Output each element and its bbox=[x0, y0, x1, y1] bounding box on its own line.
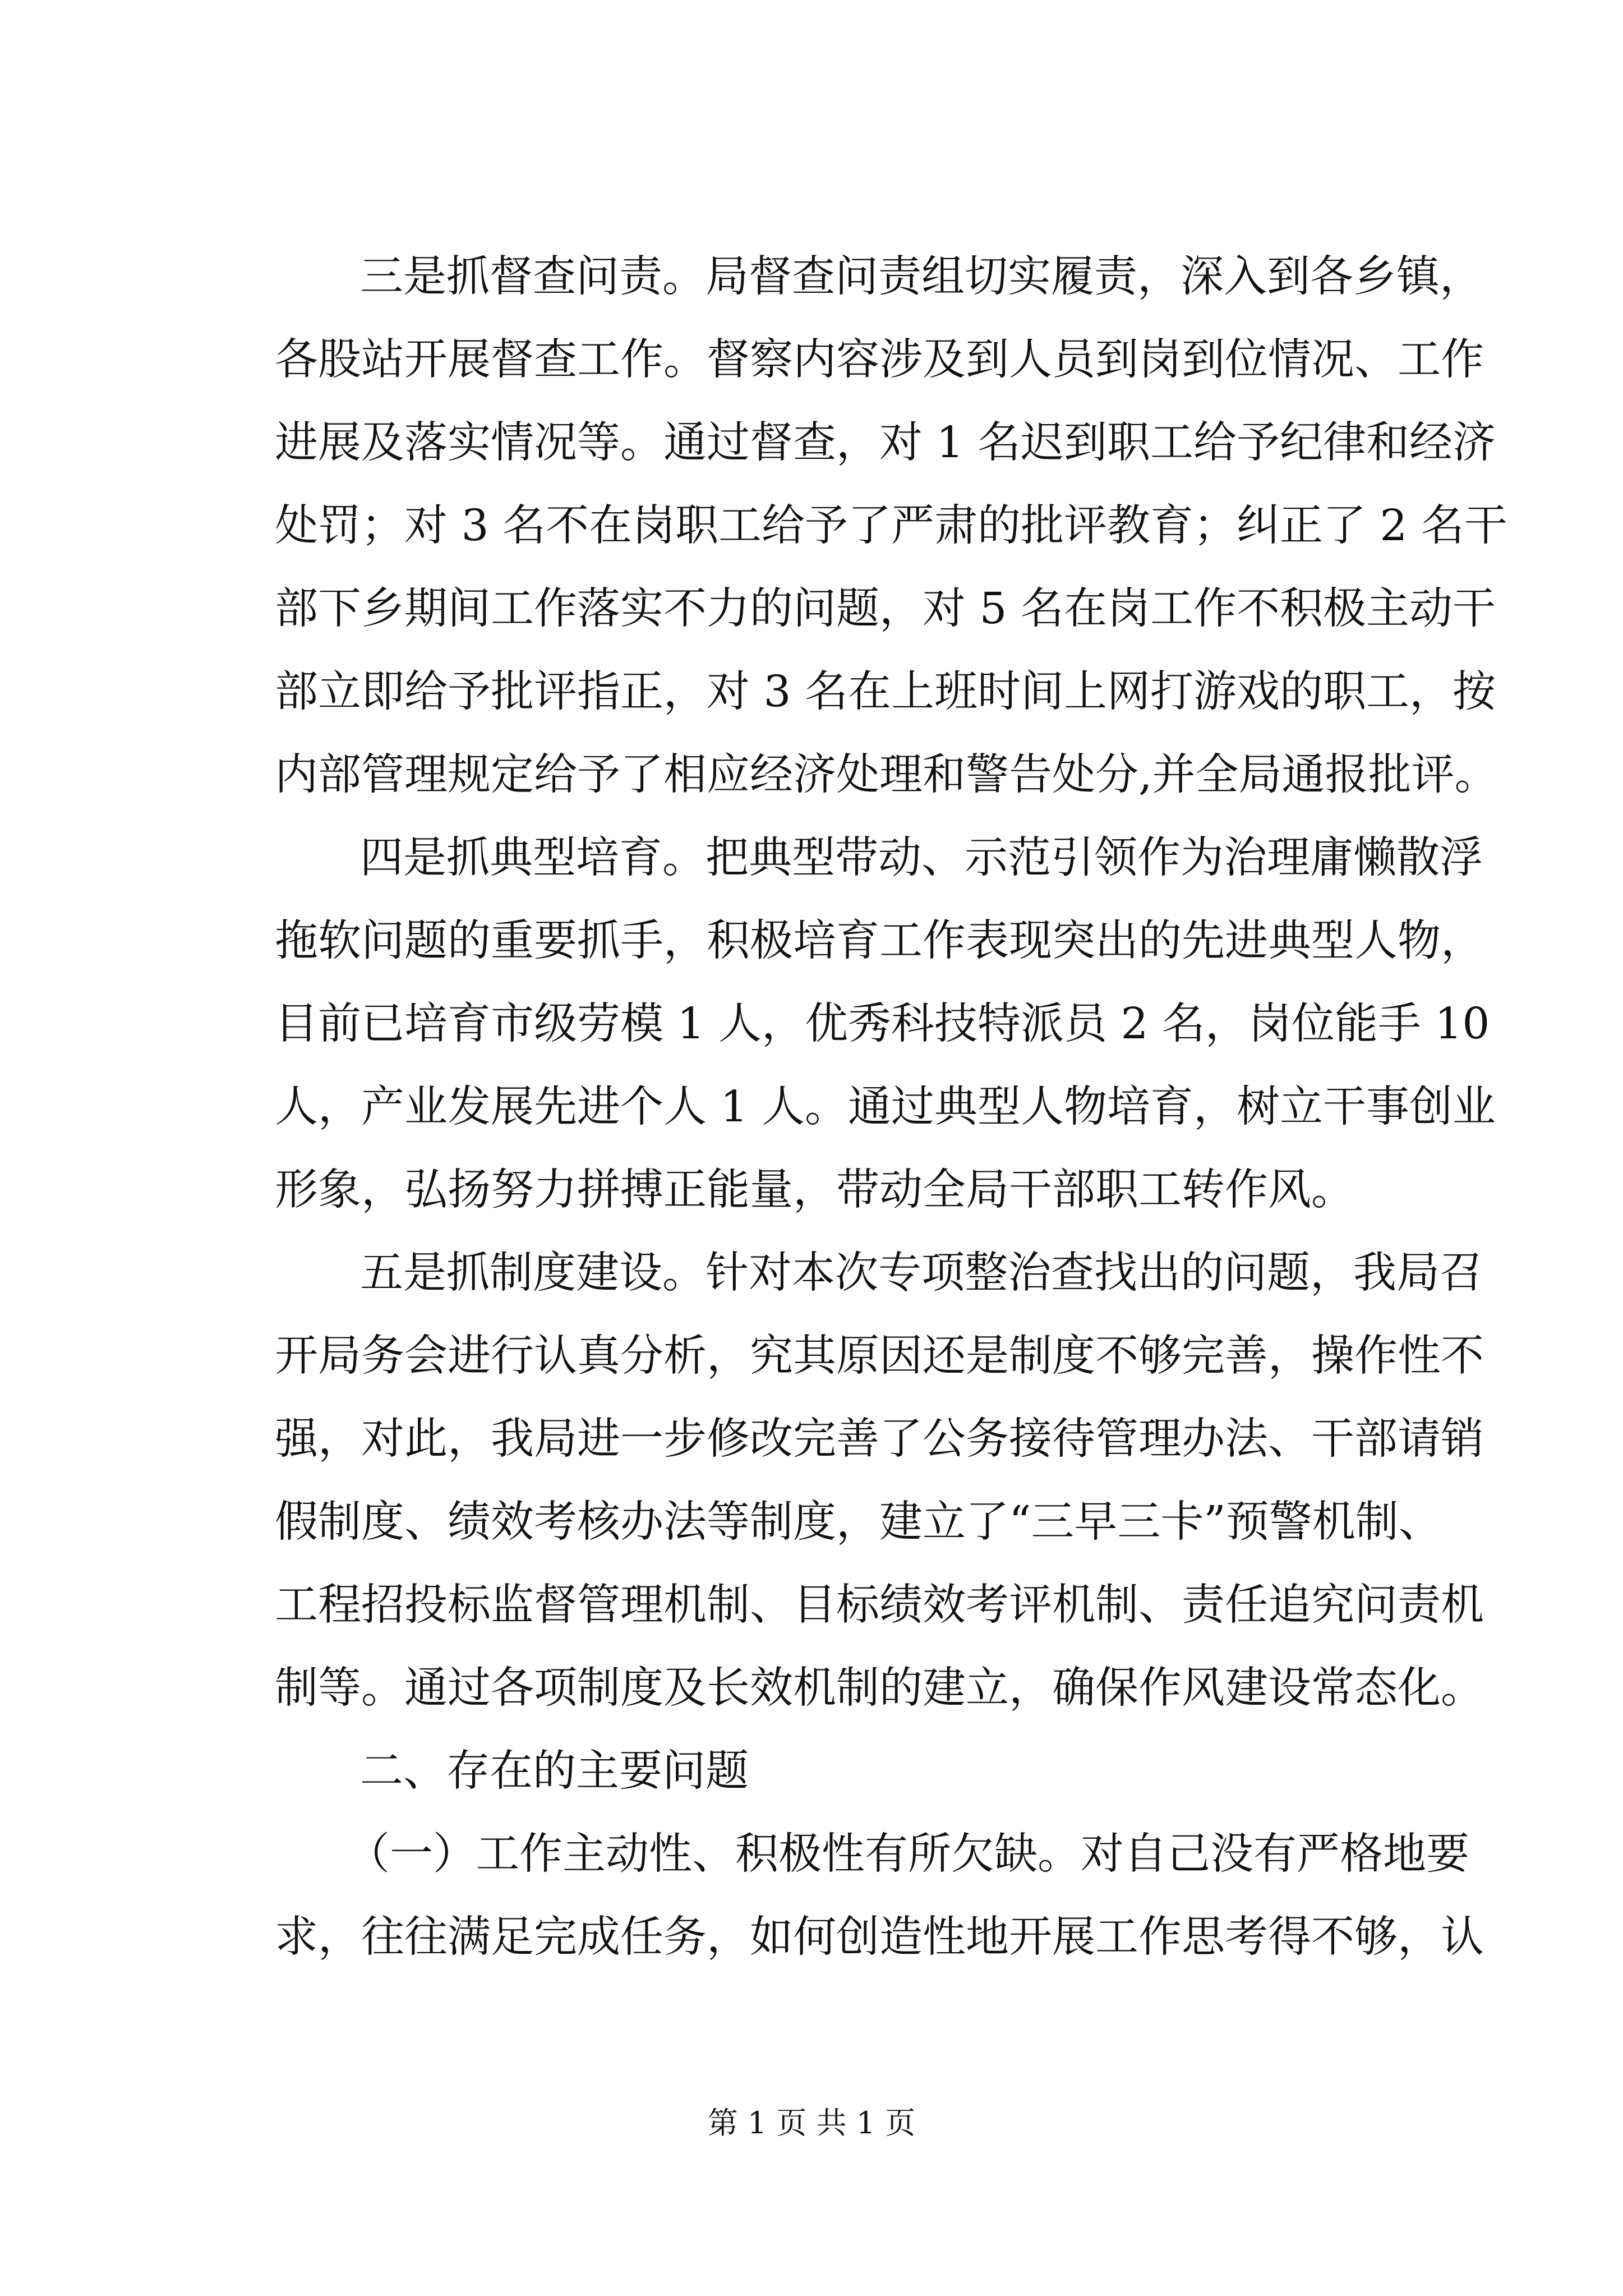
text-line: 部立即给予批评指正，对 3 名在上班时间上网打游戏的职工，按 bbox=[275, 667, 1496, 717]
text-line: 求，往往满足完成任务，如何创造性地开展工作思考得不够，认 bbox=[275, 1912, 1484, 1962]
text-line: 形象，弘扬努力拼搏正能量，带动全局干部职工转作风。 bbox=[275, 1165, 1354, 1215]
text-line: 拖软问题的重要抓手，积极培育工作表现突出的先进典型人物， bbox=[275, 916, 1484, 966]
text-line: 强，对此，我局进一步修改完善了公务接待管理办法、干部请销 bbox=[275, 1414, 1484, 1464]
text-line: 处罚；对 3 名不在岗职工给予了严肃的批评教育；纠正了 2 名干 bbox=[275, 501, 1507, 551]
text-line: （一）工作主动性、积极性有所欠缺。对自己没有严格地要 bbox=[347, 1829, 1469, 1879]
text-line: 五是抓制度建设。针对本次专项整治查找出的问题，我局召 bbox=[360, 1248, 1483, 1298]
document-body bbox=[275, 236, 1507, 1979]
text-line: 内部管理规定给予了相应经济处理和警告处分,并全局通报批评。 bbox=[275, 750, 1498, 800]
text-line: 制等。通过各项制度及长效机制的建立，确保作风建设常态化。 bbox=[275, 1663, 1484, 1713]
section-heading: 二、存在的主要问题 bbox=[360, 1746, 749, 1796]
text-line: 四是抓典型培育。把典型带动、示范引领作为治理庸懒散浮 bbox=[360, 833, 1483, 883]
text-line: 目前已培育市级劳模 1 人，优秀科技特派员 2 名，岗位能手 10 bbox=[275, 999, 1490, 1049]
text-line: 进展及落实情况等。通过督查，对 1 名迟到职工给予纪律和经济 bbox=[275, 418, 1496, 468]
text-line: 各股站开展督查工作。督察内容涉及到人员到岗到位情况、工作 bbox=[275, 335, 1484, 385]
text-line: 假制度、绩效考核办法等制度，建立了“三早三卡”预警机制、 bbox=[275, 1497, 1442, 1547]
text-line: 部下乡期间工作落实不力的问题，对 5 名在岗工作不积极主动干 bbox=[275, 584, 1496, 634]
text-line: 开局务会进行认真分析，究其原因还是制度不够完善，操作性不 bbox=[275, 1331, 1484, 1381]
page-footer: 第 1 页 共 1 页 bbox=[707, 2105, 916, 2141]
text-line: 工程招投标监督管理机制、目标绩效考评机制、责任追究问责机 bbox=[275, 1580, 1484, 1630]
text-line: 三是抓督查问责。局督查问责组切实履责，深入到各乡镇， bbox=[360, 252, 1483, 302]
text-line: 人，产业发展先进个人 1 人。通过典型人物培育，树立干事创业 bbox=[275, 1082, 1496, 1132]
